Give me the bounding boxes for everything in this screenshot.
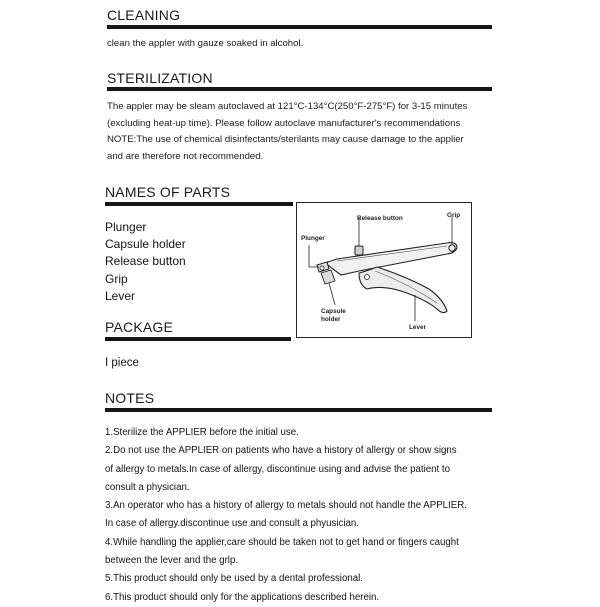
sterilization-line: and are therefore not recommended. [107, 150, 264, 162]
package-text: I piece [105, 357, 139, 369]
note-line: 5.This product should only be used by a dental professional. [105, 573, 363, 585]
cleaning-text: clean the appler with gauze soaked in alcohol. [107, 38, 304, 49]
package-divider [105, 337, 291, 341]
note-line: consult a physician. [105, 481, 190, 493]
applier-diagram [296, 202, 472, 338]
part-item: Grip [105, 271, 128, 286]
plunger-end-shape [320, 266, 324, 270]
note-line: between the lever and the grlp. [105, 555, 239, 567]
notes-heading: NOTES [105, 390, 155, 406]
note-line: 4.While handling the applier,care should be taken not to get hand or fingers caught [105, 536, 459, 548]
label-capsule: Capsule [321, 308, 346, 315]
part-item: Plunger [105, 220, 147, 234]
notes-list [105, 424, 467, 607]
sterilization-heading: STERILIZATION [107, 70, 213, 86]
sterilization-line: (excluding heat-up time). Please follow autoclave manufacturer's recommendations [107, 117, 461, 129]
cleaning-divider [107, 25, 492, 29]
note-line: 6.This product should only for the applications described herein. [105, 591, 380, 603]
label-release-button: Release button [357, 215, 403, 222]
cleaning-heading: CLEANING [107, 7, 181, 23]
label-lever: Lever [409, 324, 427, 331]
capsule-leader [329, 283, 335, 305]
label-holder: holder [321, 316, 341, 323]
label-grip: Grip [447, 212, 461, 219]
sterilization-line: NOTE:The use of chemical disinfectants/sterilants may cause damage to the applier [107, 134, 464, 145]
note-line: 1.Sterilize the APPLIER before the initial use. [105, 427, 299, 438]
lever-pivot-shape [365, 275, 370, 280]
note-line: In case of allergy.discontinue use and consult a phyusician. [105, 518, 360, 530]
capsule-holder-shape [321, 270, 335, 284]
release-button-shape [355, 246, 363, 255]
label-plunger: Plunger [301, 235, 325, 242]
names-of-parts-heading: NAMES OF PARTS [105, 184, 231, 200]
sterilization-divider [107, 87, 492, 91]
note-line: 3.An operator who has a history of allergy to metals should not handle the APPLIER. [105, 500, 467, 512]
part-item: Release button [105, 254, 186, 269]
grip-knob-shape [449, 245, 455, 251]
part-item: Lever [105, 288, 136, 303]
part-item: Capsule holder [105, 237, 186, 252]
notes-divider [105, 408, 492, 412]
parts-list [105, 219, 186, 305]
names-of-parts-divider [105, 202, 293, 206]
applier-illustration [297, 203, 471, 337]
lever-shape [359, 267, 447, 313]
package-heading: PACKAGE [105, 319, 174, 335]
sterilization-text [107, 99, 467, 165]
plunger-leader [309, 245, 319, 267]
sterilization-line: The appler may be sleam autoclaved at 121°C-134°C(250°F-275°F) for 3-15 minutes [107, 101, 468, 112]
note-line: 2.Do not use the APPLIER on patients who have a history of allergy or show signs [105, 445, 457, 457]
note-line: of allergy to metals.In case of allergy, discontinue using and advise the patient to [105, 463, 451, 475]
